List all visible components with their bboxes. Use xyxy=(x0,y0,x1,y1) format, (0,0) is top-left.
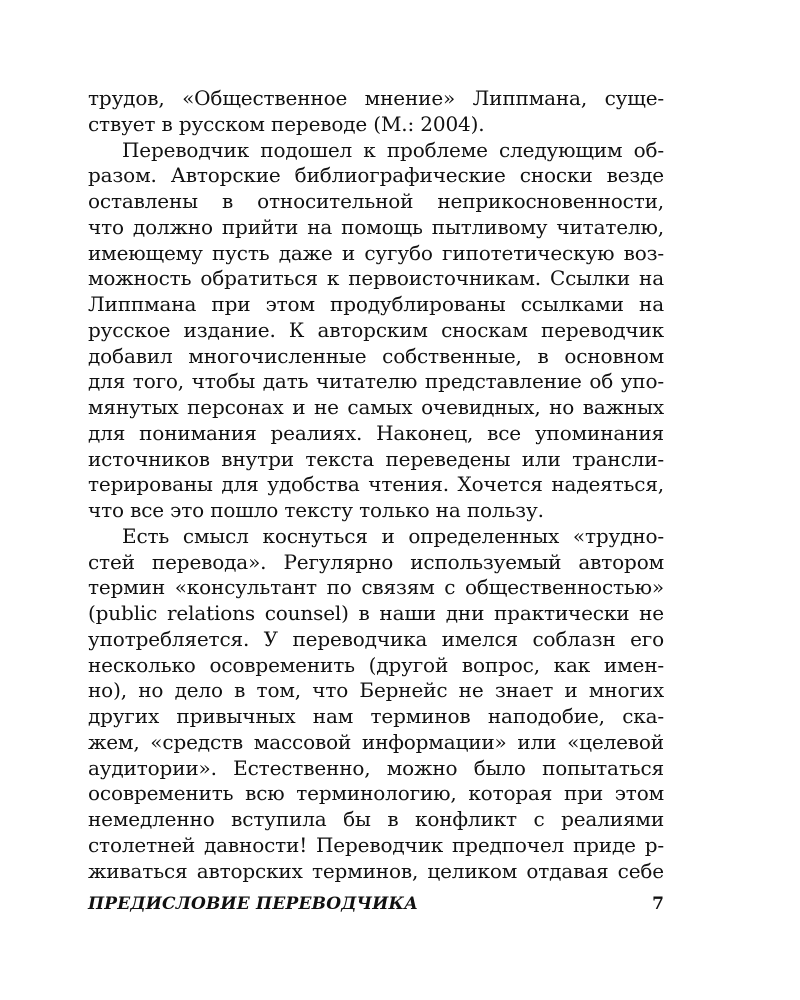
text-line: жем, «средств массовой информации» или «целевой xyxy=(88,729,664,754)
text-line: осовременить всю терминологию, которая при этом xyxy=(88,781,664,806)
text-line: немедленно вступила бы в конфликт с реалиями xyxy=(88,807,664,831)
text-line: Есть смысл коснуться и определенных «трудно- xyxy=(122,523,664,548)
text-line: разом. Авторские библиографические сноски везде xyxy=(88,163,664,188)
text-line: Липпмана при этом продублированы ссылками на xyxy=(88,292,664,316)
text-line: других привычных нам терминов наподобие, ска- xyxy=(88,704,664,728)
text-line: термин «консультант по связям с общественностью» xyxy=(88,575,664,600)
text-line: трудов, «Общественное мнение» Липпмана, суще- xyxy=(88,86,664,110)
text-line: употребляется. У переводчика имелся соблазн его xyxy=(88,626,664,651)
text-line: аудитории». Естественно, можно было попытаться xyxy=(88,755,664,780)
text-line: имеющему пусть даже и сугубо гипотетическую воз- xyxy=(88,240,664,265)
page-content xyxy=(88,86,664,884)
text-line: но), но дело в том, что Бернейс не знает и многих xyxy=(88,678,664,703)
text-line: добавил многочисленные собственные, в основном xyxy=(88,343,664,368)
text-line: что должно прийти на помощь пытливому читателю, xyxy=(88,214,664,239)
page-footer xyxy=(88,894,664,920)
paragraph xyxy=(88,138,664,524)
text-line: ствует в русском переводе (М.: 2004). xyxy=(88,111,485,136)
text-line: терированы для удобства чтения. Хочется надеяться, xyxy=(88,472,664,497)
running-head: ПРЕДИСЛОВИЕ ПЕРЕВОДЧИКА xyxy=(88,894,419,914)
text-line: стей перевода». Регулярно используемый автором xyxy=(88,549,664,574)
text-line: мянутых персонах и не самых очевидных, но важных xyxy=(88,395,664,419)
paragraph xyxy=(88,86,664,138)
text-line: русское издание. К авторским сноскам переводчик xyxy=(88,317,664,342)
text-line: несколько осовременить (другой вопрос, как имен- xyxy=(88,652,664,677)
text-line: Переводчик подошел к проблеме следующим об- xyxy=(122,137,664,162)
text-line: оставлены в относительной неприкосновенности, xyxy=(88,189,664,213)
text-line: что все это пошло тексту только на пользу. xyxy=(88,498,544,522)
text-line: для того, чтобы дать читателю представление об упо- xyxy=(88,369,664,394)
body-text xyxy=(88,86,664,884)
text-line: (public relations counsel) в наши дни практически не xyxy=(88,601,664,625)
text-line: источников внутри текста переведены или трансли- xyxy=(88,446,664,471)
text-line: для понимания реалиях. Наконец, все упоминания xyxy=(88,420,664,445)
page-number: 7 xyxy=(652,894,664,914)
text-line: живаться авторских терминов, целиком отдавая себе xyxy=(88,858,664,883)
text-line: столетней давности! Переводчик предпочел приде р- xyxy=(88,832,664,857)
paragraph xyxy=(88,524,664,885)
text-line: можность обратиться к первоисточникам. Ссылки на xyxy=(88,266,664,291)
